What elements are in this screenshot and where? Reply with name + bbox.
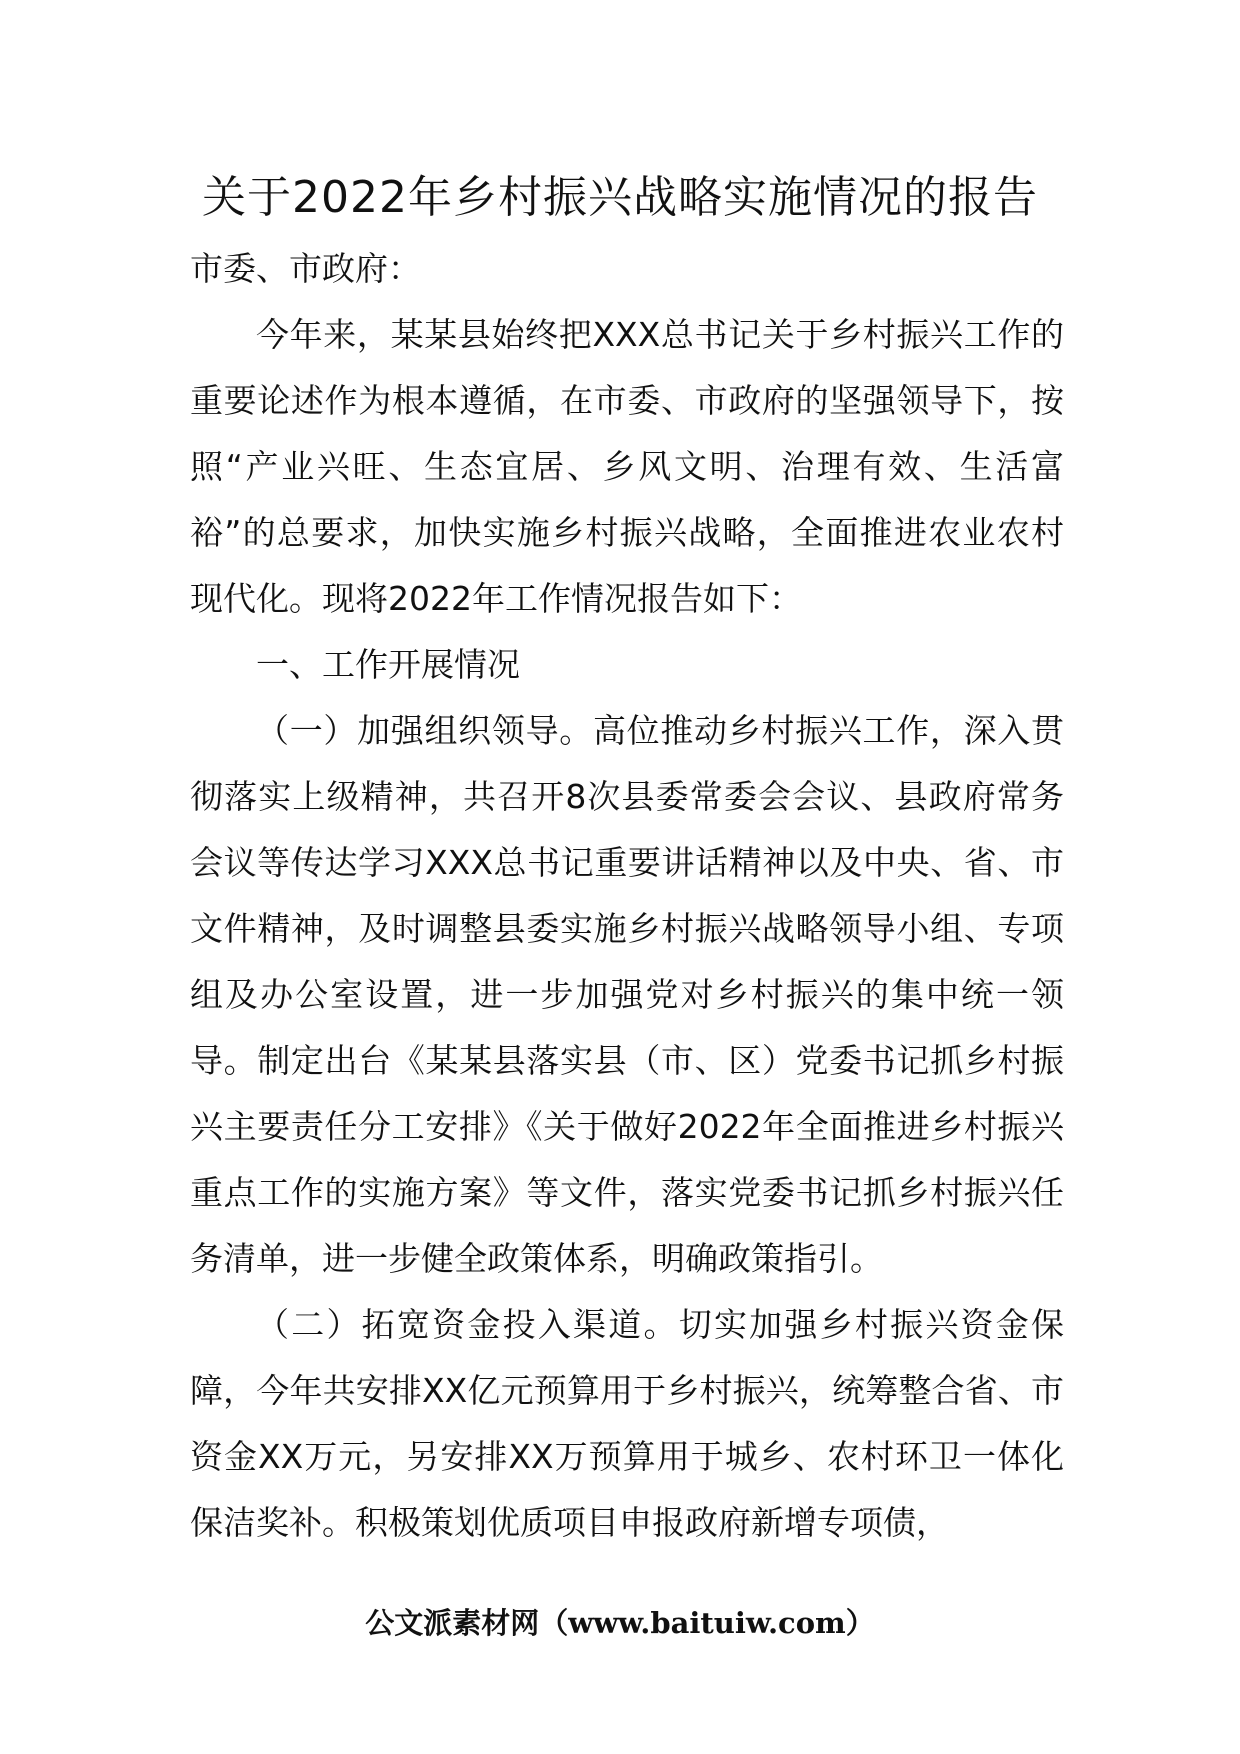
document-title: 关于2022年乡村振兴战略实施情况的报告 bbox=[202, 172, 1038, 223]
paragraph-intro: 今年来，某某县始终把XXX总书记关于乡村振兴工作的重要论述作为根本遵循，在市委、市政府的坚强领导下，按照“产业兴旺、生态宜居、乡风文明、治理有效、生活富裕”的总要求，加快实施乡村振兴战略，全面推进农业农村现代化。现将2022年工作情况报告如下： bbox=[190, 315, 1064, 618]
salutation: 市委、市政府： bbox=[190, 249, 421, 288]
paragraph-funding: （二）拓宽资金投入渠道。切实加强乡村振兴资金保障，今年共安排XX亿元预算用于乡村振兴，统筹整合省、市资金XX万元，另安排XX万预算用于城乡、农村环卫一体化保洁奖补。积极策划优质项目申报政府新增专项债， bbox=[190, 1305, 1064, 1542]
section-heading: 一、工作开展情况 bbox=[256, 645, 520, 684]
document-body bbox=[190, 236, 1064, 1556]
paragraph-organization: （一）加强组织领导。高位推动乡村振兴工作，深入贯彻落实上级精神，共召开8次县委常委会会议、县政府常务会议等传达学习XXX总书记重要讲话精神以及中央、省、市文件精神，及时调整县委实施乡村振兴战略领导小组、专项组及办公室设置，进一步加强党对乡村振兴的集中统一领导。制定出台《某某县落实县（市、区）党委书记抓乡村振兴主要责任分工安排》《关于做好2022年全面推进乡村振兴重点工作的实施方案》等文件，落实党委书记抓乡村振兴任务清单，进一步健全政策体系，明确政策指引。 bbox=[190, 711, 1064, 1278]
footer-watermark: 公文派素材网（www.baituiw.com） bbox=[365, 1606, 875, 1640]
